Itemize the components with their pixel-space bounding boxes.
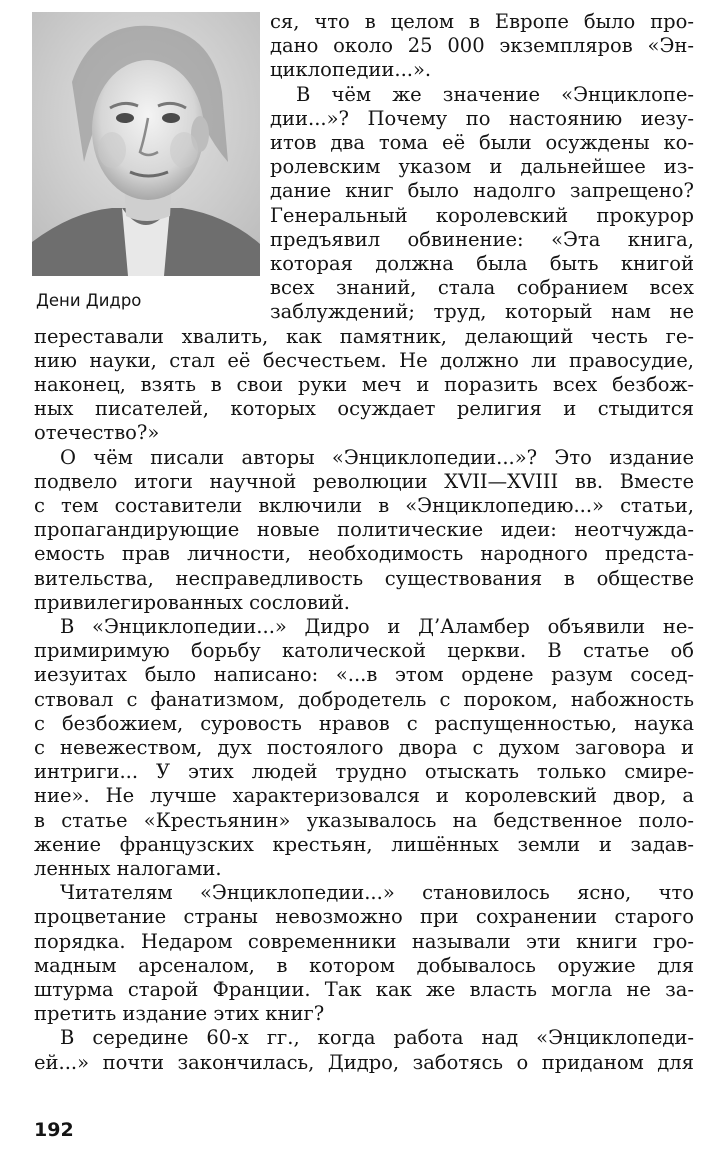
text-line: вительства, несправедливость существования в обществе xyxy=(34,567,694,590)
text-line: привилегированных сословий. xyxy=(34,591,351,614)
text-line: подвело итоги научной революции XVII—XVIII вв. Вместе xyxy=(34,470,694,493)
text-line: мадным арсеналом, в котором добывалось оружие для xyxy=(34,954,694,977)
text-line: с тем составители включили в «Энциклопедию...» статьи, xyxy=(34,494,694,517)
text-line: переставали хвалить, как памятник, делающий честь ге- xyxy=(34,325,694,348)
text-line: штурма старой Франции. Так как же власть могла не за- xyxy=(34,978,694,1001)
text-line: иезуитах было написано: «...в этом ордене разум сосед- xyxy=(34,663,694,686)
text-line: пропагандирующие новые политические идеи: неотчужда- xyxy=(34,518,694,541)
text-line: В чём же значение «Энциклопе- xyxy=(296,83,694,106)
text-line: Генеральный королевский прокурор xyxy=(270,204,694,227)
text-line: с безбожием, суровость нравов с распущенностью, наука xyxy=(34,712,694,735)
text-line: предъявил обвинение: «Эта книга, xyxy=(270,228,694,251)
portrait-figure xyxy=(32,12,260,276)
text-line: жение французских крестьян, лишённых земли и задав- xyxy=(34,833,694,856)
text-line: ролевским указом и дальнейшее из- xyxy=(270,155,694,178)
text-line: наконец, взять в свои руки меч и поразить всех безбож- xyxy=(34,373,694,396)
figure-caption: Дени Дидро xyxy=(36,291,142,310)
text-line: претить издание этих книг? xyxy=(34,1002,325,1025)
text-line: ствовал с фанатизмом, добродетель с пороком, набожность xyxy=(34,688,694,711)
text-line: дано около 25 000 экземпляров «Эн- xyxy=(270,34,694,57)
text-line: ленных налогами. xyxy=(34,857,222,880)
text-line: отечество?» xyxy=(34,421,160,444)
text-line: с невежеством, дух постоялого двора с духом заговора и xyxy=(34,736,694,759)
text-line: Читателям «Энциклопедии...» становилось ясно, что xyxy=(60,881,694,904)
text-line: нию науки, стал её бесчестьем. Не должно ли правосудие, xyxy=(34,349,694,372)
text-line: ей...» почти закончилась, Дидро, заботясь о приданом для xyxy=(34,1051,694,1074)
text-line: которая должна была быть книгой xyxy=(270,252,694,275)
text-line: циклопедии...». xyxy=(270,58,432,81)
text-line: процветание страны невозможно при сохранении старого xyxy=(34,905,694,928)
text-line: итов два тома её были осуждены ко- xyxy=(270,131,694,154)
text-line: дание книг было надолго запрещено? xyxy=(270,179,694,202)
text-line: всех знаний, стала собранием всех xyxy=(270,276,694,299)
text-line: заблуждений; труд, который нам не xyxy=(270,300,694,323)
text-line: примиримую борьбу католической церкви. В статье об xyxy=(34,639,694,662)
diderot-portrait-image xyxy=(32,12,260,276)
text-line: дии...»? Почему по настоянию иезу- xyxy=(270,107,694,130)
text-line: интриги... У этих людей трудно отыскать только смире- xyxy=(34,760,694,783)
text-line: ся, что в целом в Европе было про- xyxy=(270,10,694,33)
text-line: О чём писали авторы «Энциклопедии...»? Это издание xyxy=(60,446,694,469)
text-line: емость прав личности, необходимость народного предста- xyxy=(34,542,694,565)
text-line: ных писателей, которых осуждает религия и стыдится xyxy=(34,397,694,420)
text-line: ние». Не лучше характеризовался и королевский двор, а xyxy=(34,784,694,807)
text-line: В «Энциклопедии...» Дидро и Д’Аламбер объявили не- xyxy=(60,615,694,638)
page-number: 192 xyxy=(34,1119,74,1141)
text-line: В середине 60-х гг., когда работа над «Энциклопеди- xyxy=(60,1026,694,1049)
text-line: в статье «Крестьянин» указывалось на бедственное поло- xyxy=(34,809,694,832)
text-line: порядка. Недаром современники называли эти книги гро- xyxy=(34,930,694,953)
